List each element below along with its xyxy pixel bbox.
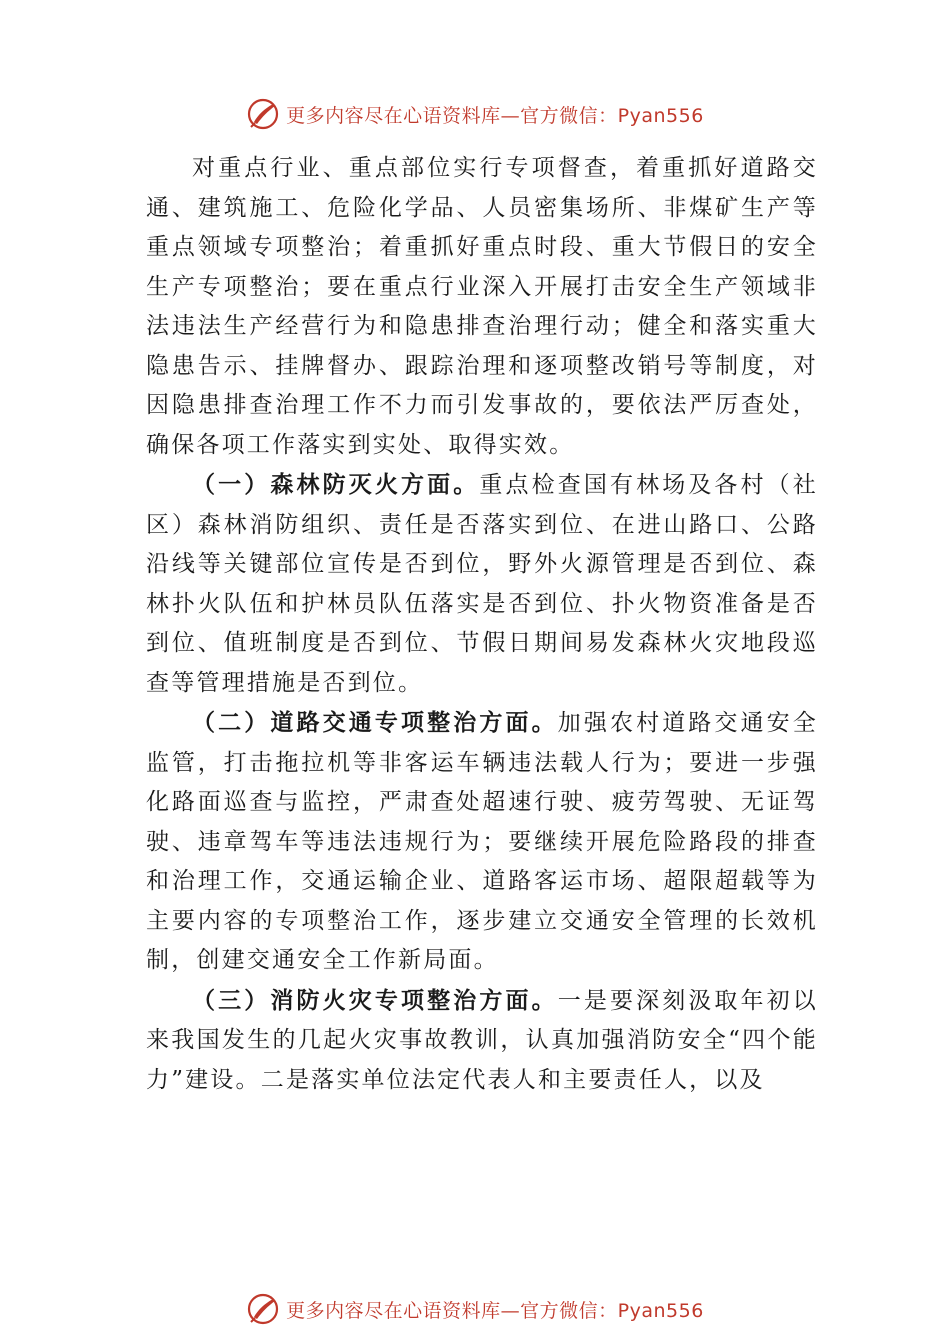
paragraph: （一）森林防灭火方面。重点检查国有林场及各村（社区）森林消防组织、责任是否落实到位、在进山路口、公路沿线等关键部位宣传是否到位，野外火源管理是否到位、森林扑火队伍和护林员队伍落实是否到位、扑火物资准备是否到位、值班制度是否到位、节假日期间易发森林火灾地段巡查等管理措施是否到位。 (146, 471, 818, 696)
section-heading: （三）消防火灾专项整治方面。 (192, 986, 558, 1014)
brush-logo-icon (246, 97, 280, 131)
section-heading: （二）道路交通专项整治方面。 (192, 709, 558, 736)
document-body (146, 148, 818, 1100)
paragraph: 对重点行业、重点部位实行专项督查，着重抓好道路交通、建筑施工、危险化学品、人员密集场所、非煤矿生产等重点领域专项整治；着重抓好重点时段、重大节假日的安全生产专项整治；要在重点行业深入开展打击安全生产领域非法违法生产经营行为和隐患排查治理行动；健全和落实重大隐患告示、挂牌督办、跟踪治理和逐项整改销号等制度，对因隐患排查治理工作不力而引发事故的，要依法严厉查处， 确保各项工作落实到实处、取得实效。 (146, 155, 818, 458)
section-heading: （一）森林防灭火方面。 (192, 471, 480, 498)
footer-watermark (0, 1292, 950, 1326)
watermark-text: 更多内容尽在心语资料库—官方微信：Pyan556 (286, 1299, 704, 1322)
watermark-text: 更多内容尽在心语资料库—官方微信：Pyan556 (286, 104, 704, 127)
header-watermark (0, 97, 950, 131)
brush-logo-icon (246, 1292, 280, 1326)
paragraph: （二）道路交通专项整治方面。加强农村道路交通安全监管，打击拖拉机等非客运车辆违法载人行为；要进一步强化路面巡查与监控，严肃查处超速行驶、疲劳驾驶、无证驾驶、违章驾车等违法违规行为；要继续开展危险路段的排查和治理工作，交通运输企业、道路客运市场、超限超载等为主要内容的专项整治工作，逐步建立交通安全管理的长效机制，创建交通安全工作新局面。 (146, 709, 818, 973)
paragraph: （三）消防火灾专项整治方面。一是要深刻汲取年初以来我国发生的几起火灾事故教训，认真加强消防安全“四个能力”建设。二是落实单位法定代表人和主要责任人，以及 (146, 986, 818, 1093)
